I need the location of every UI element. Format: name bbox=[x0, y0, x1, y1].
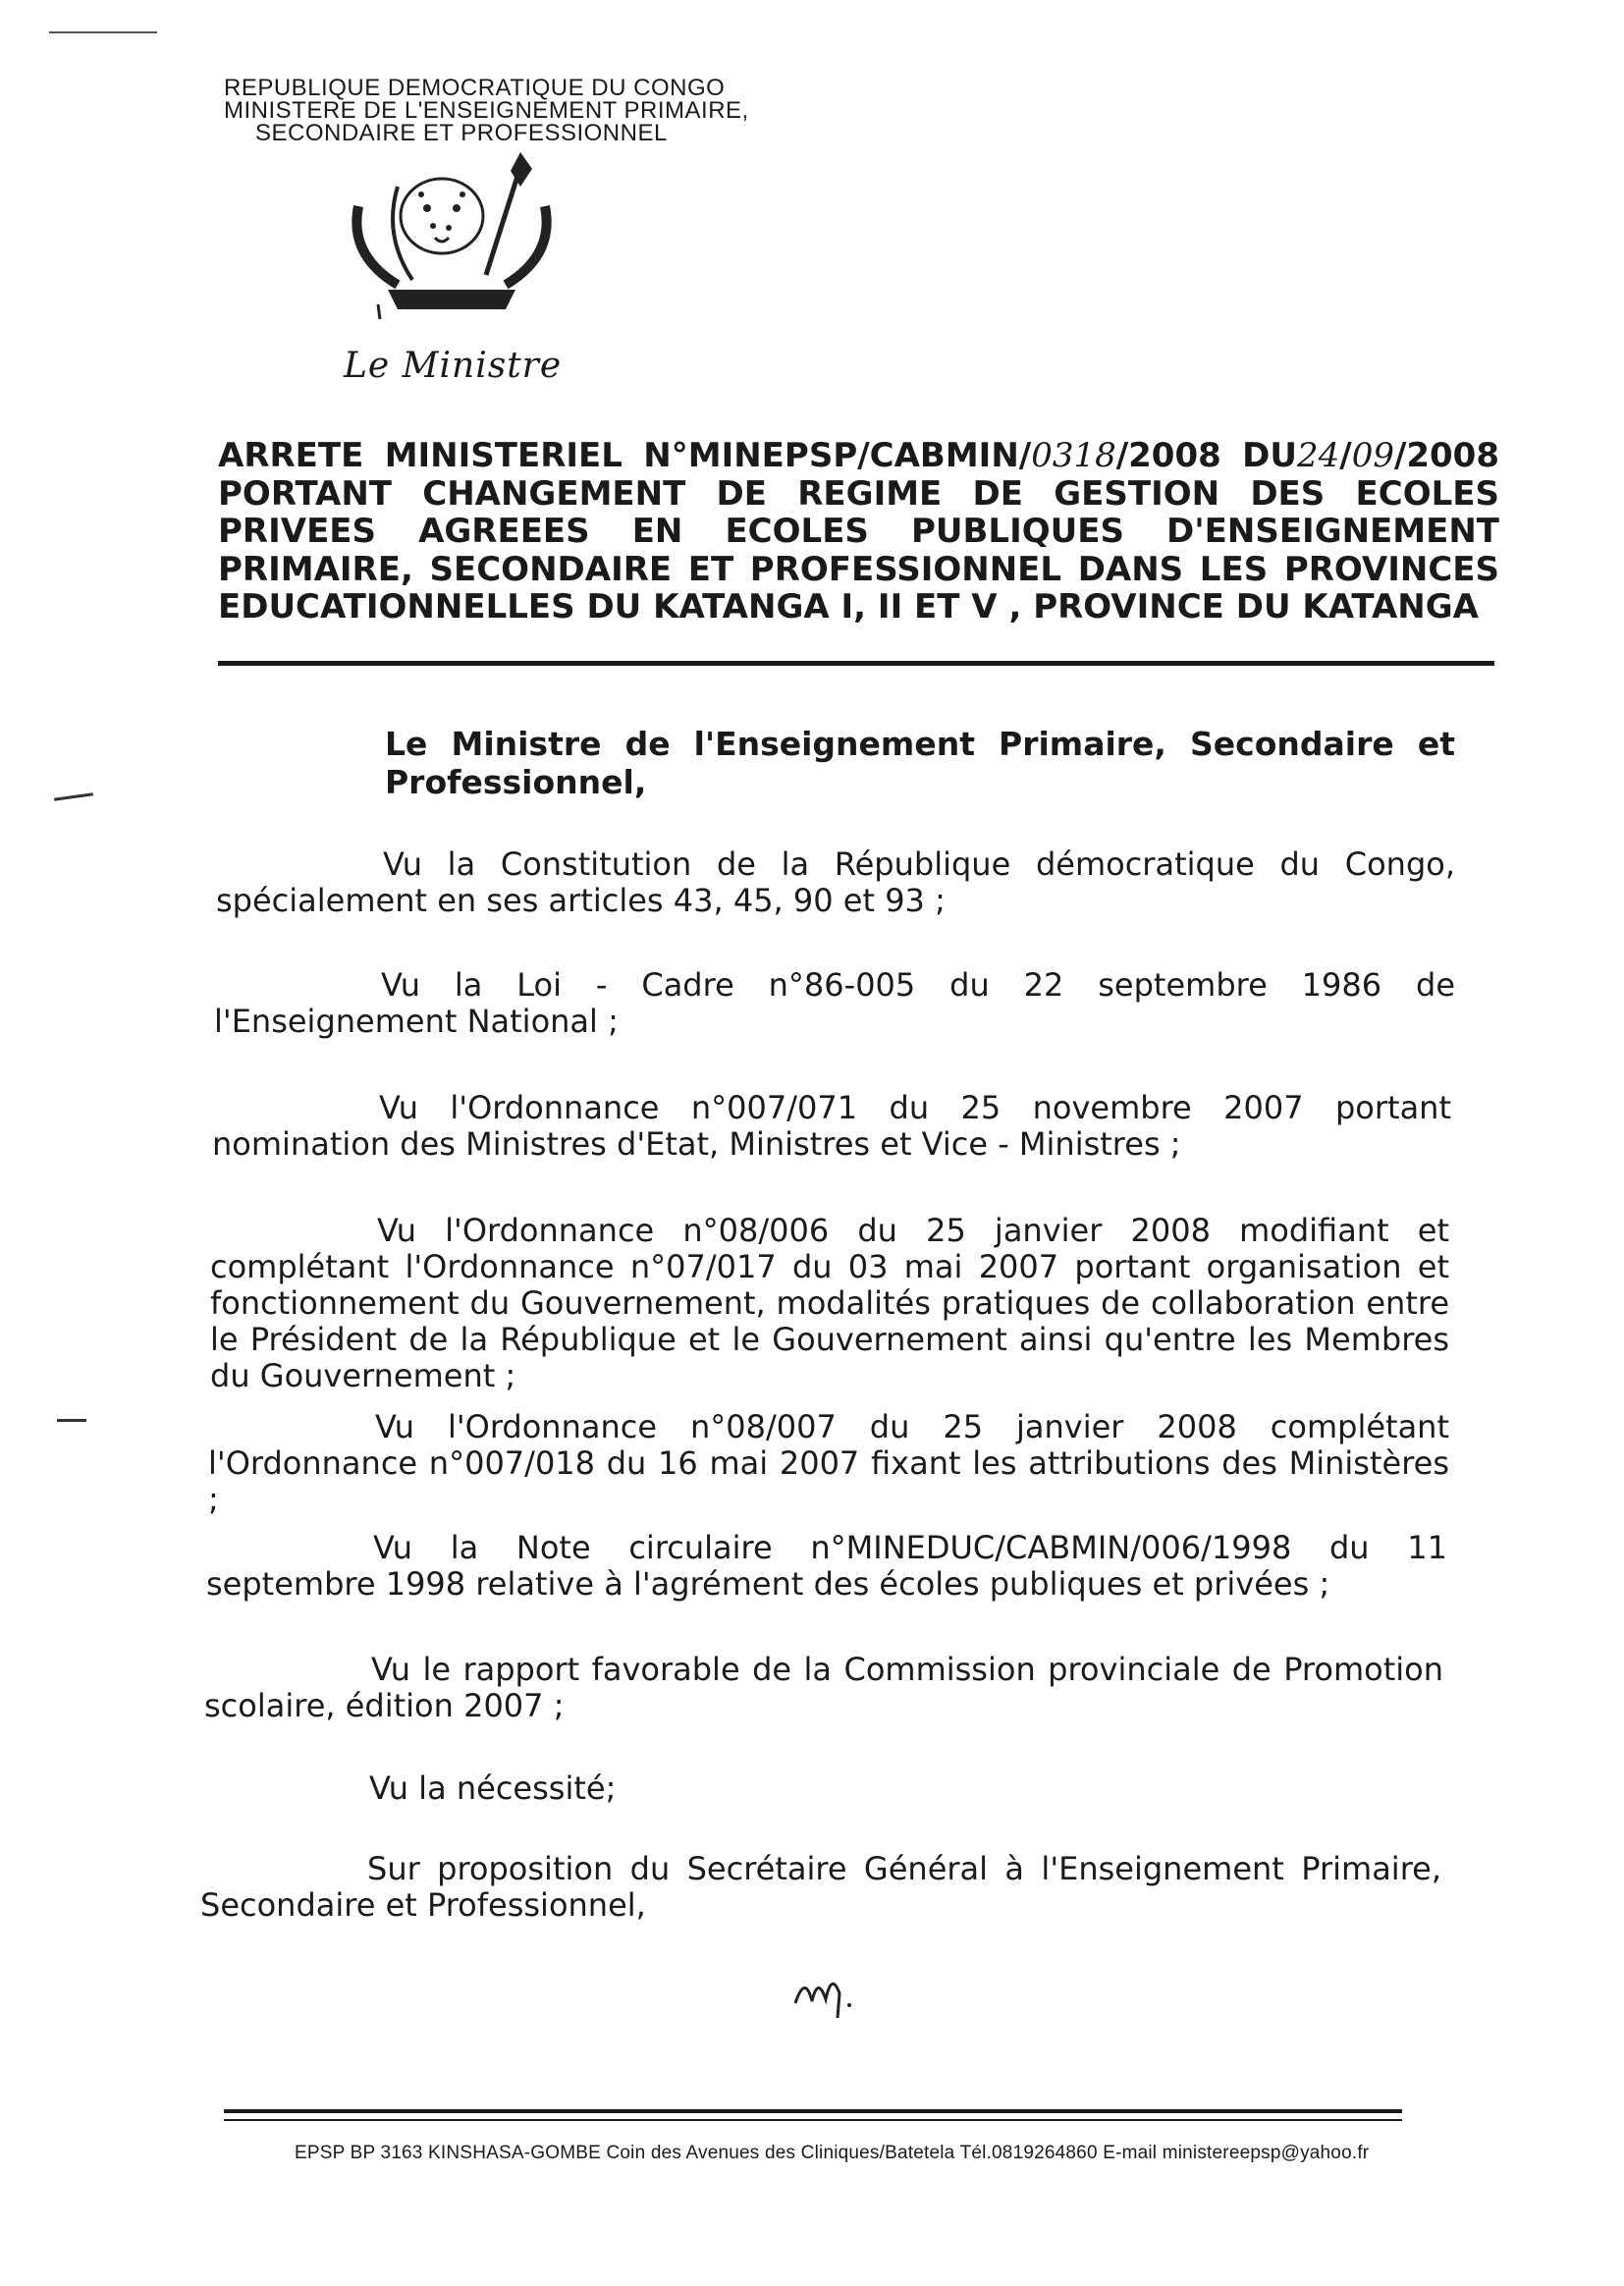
coat-of-arms-icon bbox=[339, 147, 565, 324]
decree-day: 24 bbox=[1297, 436, 1340, 475]
consideration-2: Vu la Loi - Cadre n°86-005 du 22 septembre 1986 de l'Enseignement National ; bbox=[214, 966, 1455, 1040]
decree-title-mid: /2008 DU bbox=[1115, 436, 1297, 475]
consideration-4: Vu l'Ordonnance n°08/006 du 25 janvier 2008 modifiant et complétant l'Ordonnance n°07/017 du 03 mai 2007 portant organisation et fonctionnement du Gouvernement, modalités pratiques de collaboration entre le Président de la République et le Gouvernement ainsi qu'entre les Membres du Gouvernement ; bbox=[210, 1212, 1449, 1394]
consideration-5: Vu l'Ordonnance n°08/007 du 25 janvier 2008 complétant l'Ordonnance n°007/018 du 16 mai 2007 fixant les attributions des Ministères ; bbox=[208, 1408, 1449, 1518]
letterhead bbox=[224, 77, 749, 144]
scan-mark bbox=[57, 1419, 86, 1422]
signature-initials bbox=[790, 1964, 859, 2023]
footer-address: EPSP BP 3163 KINSHASA-GOMBE Coin des Avenues des Cliniques/Batetela Tél.0819264860 E-mail ministereepsp@yahoo.fr bbox=[295, 2143, 1370, 2163]
consideration-8: Vu la nécessité; bbox=[369, 1769, 617, 1807]
title-divider bbox=[218, 661, 1494, 666]
signatory-title: Le Ministre bbox=[344, 346, 563, 386]
scan-mark bbox=[54, 792, 93, 801]
consideration-9: Sur proposition du Secrétaire Général à l'Enseignement Primaire, Secondaire et Professionnel, bbox=[200, 1850, 1441, 1924]
footer-rule-thick bbox=[224, 2109, 1402, 2113]
decree-number: 0318 bbox=[1031, 436, 1116, 475]
letterhead-country: REPUBLIQUE DEMOCRATIQUE DU CONGO bbox=[224, 75, 726, 101]
letterhead-ministry: MINISTERE DE L'ENSEIGNEMENT PRIMAIRE, bbox=[224, 97, 749, 124]
decree-month: 09 bbox=[1351, 436, 1394, 475]
footer-rule-thin bbox=[224, 2119, 1402, 2121]
decree-title-rest: /2008 PORTANT CHANGEMENT DE REGIME DE GESTION DES ECOLES PRIVEES AGREEES EN ECOLES PUBLIQUES D'ENSEIGNEMENT PRIMAIRE, SECONDAIRE ET PROFESSIONNEL DANS LES PROVINCES EDUCATIONNELLES DU KATANGA I, II ET V , PROVINCE DU KATANGA bbox=[218, 436, 1499, 626]
consideration-3: Vu l'Ordonnance n°007/071 du 25 novembre 2007 portant nomination des Ministres d'Etat, Ministres et Vice - Ministres ; bbox=[212, 1089, 1451, 1163]
consideration-7: Vu le rapport favorable de la Commission provinciale de Promotion scolaire, édition 2007 ; bbox=[204, 1651, 1443, 1724]
decree-title: ARRETE MINISTERIEL N°MINEPSP/CABMIN/0318/2008 DU24/09/2008 PORTANT CHANGEMENT DE REGIME DE GESTION DES ECOLES PRIVEES AGREEES EN ECOLES PUBLIQUES D'ENSEIGNEMENT PRIMAIRE, SECONDAIRE ET PROFESSIONNEL DANS LES PROVINCES EDUCATIONNELLES DU KATANGA I, II ET V , PROVINCE DU KATANGA bbox=[218, 436, 1499, 626]
scan-mark bbox=[49, 31, 157, 33]
decree-title-lead: ARRETE MINISTERIEL N°MINEPSP/CABMIN/ bbox=[218, 436, 1032, 475]
consideration-6: Vu la Note circulaire n°MINEDUC/CABMIN/006/1998 du 11 septembre 1998 relative à l'agrément des écoles publiques et privées ; bbox=[206, 1529, 1447, 1603]
decree-intro: Le Ministre de l'Enseignement Primaire, Secondaire et Professionnel, bbox=[385, 725, 1455, 801]
letterhead-ministry-cont: SECONDAIRE ET PROFESSIONNEL bbox=[255, 120, 668, 146]
consideration-1: Vu la Constitution de la République démocratique du Congo, spécialement en ses articles 43, 45, 90 et 93 ; bbox=[216, 845, 1455, 919]
